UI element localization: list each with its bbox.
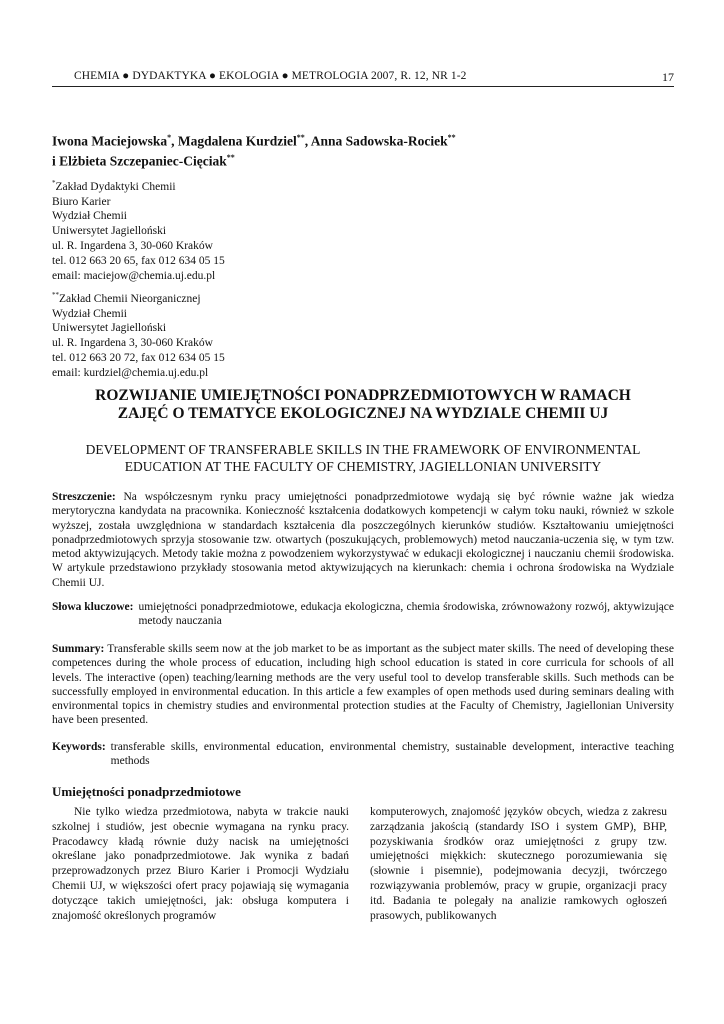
- affiliation-line: tel. 012 663 20 72, fax 012 634 05 15: [52, 352, 225, 365]
- author-mark: **: [226, 152, 235, 162]
- author-name: , Magdalena Kurdziel: [171, 133, 297, 149]
- affiliation-line: Wydział Chemii: [52, 307, 127, 320]
- author-line-2: [52, 150, 456, 170]
- author-mark: **: [296, 133, 305, 142]
- body-column-left: Nie tylko wiedza przedmiotowa, nabyta w trakcie nauki szkolnej i studiów, jest obecnie wymagana na rynku pracy. Pracodawcy kładą równie duży nacisk na umiejętności określane jako ponadprzedmiotowe. Jak wynika z badań przeprowadzonych przez Biuro Karier i Promocji Wydziału Chemii UJ, w większości ofert pracy pojawiają się wymagania dotyczące takich umiejętności, jak: obsługa komputera i znajomość określonych programów: [52, 806, 349, 922]
- summary-text: Transferable skills seem now at the job market to be as important as the subject mater skills. The need of developing these competences during the whole process of education, including high school education is stated in core curricula for schools of all levels. The interactive (open) teaching/learning methods are the very useful tool to develop transferable skills. Such methods can be successfully employed in environmental education. In this article a few examples of open methods used during seminars dealing with environmental topics in chemistry studies and environmental protection studies at the Faculty of Chemistry, Jagiellonian University have been presented.: [52, 643, 674, 727]
- affiliation-email[interactable]: email: maciejow@chemia.uj.edu.pl: [52, 269, 216, 282]
- section-heading: Umiejętności ponadprzedmiotowe: [52, 784, 241, 799]
- title-polish: ROZWIJANIE UMIEJĘTNOŚCI PONADPRZEDMIOTOWYCH W RAMACH ZAJĘĆ O TEMATYCE EKOLOGICZNEJ NA WYDZIALE CHEMII UJ: [95, 387, 631, 422]
- abstract-label: Streszczenie:: [52, 491, 116, 503]
- keywords-english: [52, 740, 674, 769]
- title-english: DEVELOPMENT OF TRANSFERABLE SKILLS IN THE FRAMEWORK OF ENVIRONMENTAL EDUCATION AT THE FACULTY OF CHEMISTRY, JAGIELLONIAN UNIVERSITY: [85, 442, 641, 474]
- page-number: 17: [662, 70, 674, 84]
- running-head: CHEMIA ● DYDAKTYKA ● EKOLOGIA ● METROLOGIA 2007, R. 12, NR 1-2: [74, 70, 467, 82]
- affiliation-line: **Zakład Chemii Nieorganicznej: [52, 291, 201, 305]
- body-column-right: komputerowych, znajomość języków obcych, wiedza z zakresu zarządzania jakością (standardy ISO i system GMP), BHP, pozyskiwania środków oraz umiejętności z grupy tzw. umiejętności miękkich: skutecznego porozumiewania się (słownie i pisemnie), podejmowania decyzji, twórczego rozwiązywania problemów, pracy w grupie, organizacji pracy itd. Badania te polegały na analizie ramkowych ogłoszeń prasowych, publikowanych: [370, 806, 667, 922]
- author-mark: **: [447, 133, 456, 142]
- keywords-text: transferable skills, environmental education, environmental chemistry, sustainable development, interactive teaching methods: [110, 741, 674, 768]
- author-name: Iwona Maciejowska: [52, 133, 168, 149]
- abstract-polish: [52, 490, 674, 590]
- header-rule: [52, 86, 674, 87]
- keywords-label: Słowa kluczowe:: [52, 601, 134, 613]
- author-list: [52, 130, 456, 169]
- keywords-text: umiejętności ponadprzedmiotowe, edukacja ekologiczna, chemia środowiska, zrównoważony rozwój, aktywizujące metody nauczania: [138, 601, 674, 628]
- affiliation-2: [52, 288, 225, 381]
- affiliation-line: Uniwersytet Jagielloński: [52, 322, 167, 335]
- affiliation-line: Wydział Chemii: [52, 210, 127, 223]
- author-mark: *: [167, 133, 172, 142]
- affiliation-mark: *: [52, 179, 56, 187]
- affiliation-line: Uniwersytet Jagielloński: [52, 225, 167, 238]
- author-name: i Elżbieta Szczepaniec-Cięciak: [52, 153, 227, 168]
- affiliation-line: ul. R. Ingardena 3, 30-060 Kraków: [52, 240, 213, 253]
- author-name: , Anna Sadowska-Rociek: [304, 133, 448, 149]
- abstract-text: Na współczesnym rynku pracy umiejętności ponadprzedmiotowe wydają się być równie ważne jak wiedza merytoryczna kandydata na pracownika. Konieczność kształcenia dodatkowych kompetencji w całym toku nauki, również w szkole wyższej, została uwzględniona w standardach kształcenia dla poszczególnych kierunków studiów. Kształtowaniu umiejętności ponadprzedmiotowych sprzyja stosowanie tzw. otwartych (poszukujących, problemowych) metod nauczania-uczenia się, w tym tzw. metod aktywizujących. Metody takie można z powodzeniem wykorzystywać w edukacji ekologicznej i nauczaniu chemii środowiska. W artykule przedstawiono przykłady stosowania metod aktywizujących na kierunkach: chemia i ochrona środowiska na Wydziale Chemii UJ.: [52, 491, 675, 589]
- keywords-polish: [52, 600, 674, 629]
- affiliation-email[interactable]: email: kurdziel@chemia.uj.edu.pl: [52, 366, 209, 379]
- author-line-1: [52, 130, 456, 150]
- affiliation-1: [52, 176, 225, 283]
- keywords-label: Keywords:: [52, 741, 106, 753]
- affiliation-line: Biuro Karier: [52, 195, 111, 208]
- affiliation-line: *Zakład Dydaktyki Chemii: [52, 179, 176, 193]
- affiliation-mark: **: [52, 291, 59, 299]
- affiliation-line: ul. R. Ingardena 3, 30-060 Kraków: [52, 337, 213, 350]
- affiliation-line: tel. 012 663 20 65, fax 012 634 05 15: [52, 254, 225, 267]
- abstract-english: [52, 642, 674, 728]
- summary-label: Summary:: [52, 643, 105, 655]
